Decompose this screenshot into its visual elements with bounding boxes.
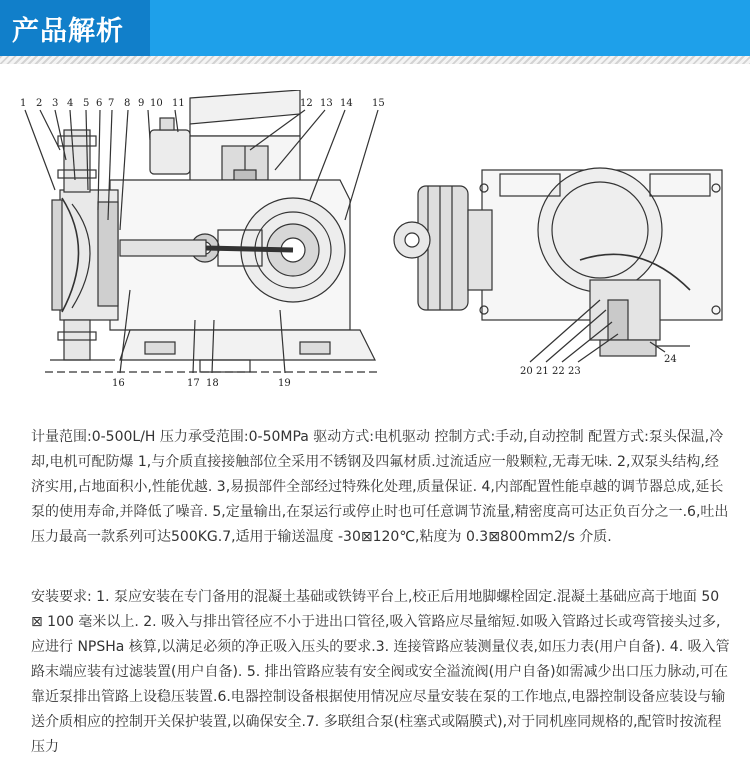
pump-technical-drawing bbox=[0, 90, 750, 400]
callout-24: 24 bbox=[664, 354, 677, 365]
callout-3: 3 bbox=[52, 98, 59, 109]
callout-11: 11 bbox=[172, 98, 185, 109]
callout-8: 8 bbox=[124, 98, 131, 109]
callout-5: 5 bbox=[83, 98, 90, 109]
callout-2: 2 bbox=[36, 98, 43, 109]
callout-6: 6 bbox=[96, 98, 103, 109]
callout-18: 18 bbox=[206, 378, 219, 389]
callout-23: 23 bbox=[568, 366, 581, 377]
callout-14: 14 bbox=[340, 98, 353, 109]
header-stripe bbox=[0, 56, 750, 64]
callout-21: 21 bbox=[536, 366, 549, 377]
section-title: 产品解析 bbox=[12, 16, 124, 47]
specs-paragraph: 计量范围:0-500L/H 压力承受范围:0-50MPa 驱动方式:电机驱动 控制方式:手动,自动控制 配置方式:泵头保温,冷却,电机可配防爆 1,与介质直接接触部位全采用不锈钢及四氟材质.过流适应一般颗粒,无毒无味. 2,双泵头结构,经济实用,占地面积小,性能优越. 3,易损部件全部经过特殊化处理,质量保证. 4,内部配置性能卓越的调节器总成,延长泵的使用寿命,并降低了噪音. 5,定量输出,在泵运行或停止时也可任意调节流量,精密度高可达正负百分之一.6,吐出压力最高一款系列可达500KG.7,适用于输送温度 -30⊠120℃,粘度为 0.3⊠800mm2/s 介质. bbox=[31, 429, 729, 545]
callout-20: 20 bbox=[520, 366, 533, 377]
callout-17: 17 bbox=[187, 378, 200, 389]
callout-9: 9 bbox=[138, 98, 145, 109]
section-header bbox=[0, 0, 750, 64]
callout-4: 4 bbox=[67, 98, 74, 109]
callout-19: 19 bbox=[278, 378, 291, 389]
callout-1: 1 bbox=[20, 98, 27, 109]
callout-12: 12 bbox=[300, 98, 313, 109]
callout-15: 15 bbox=[372, 98, 385, 109]
callout-7: 7 bbox=[108, 98, 115, 109]
callout-22: 22 bbox=[552, 366, 565, 377]
installation-paragraph: 安装要求: 1. 泵应安装在专门备用的混凝土基础或铁铸平台上,校正后用地脚螺栓固定.混凝土基础应高于地面 50 ⊠ 100 毫米以上. 2. 吸入与排出管径应不小于进出口管径,吸入管路应尽量缩短.如吸入管路过长或弯管接头过多,应进行 NPSHa 核算,以满足必须的净正吸入压头的要求.3. 连接管路应装测量仪表,如压力表(用户自备). 4. 吸入管路末端应装有过滤装置(用户自备). 5. 排出管路应装有安全阀或安全溢流阀(用户自备)如需减少出口压力脉动,可在靠近泵排出管路上设稳压装置.6.电器控制设备根据使用情况应尽量安装在泵的工作地点,电器控制设备应装设与输送介质相应的控制开关保护装置,以确保安全.7. 多联组合泵(柱塞式或隔膜式),对于同机座同规格的,配管时按流程压力 bbox=[31, 589, 730, 755]
callout-16: 16 bbox=[112, 378, 125, 389]
callout-13: 13 bbox=[320, 98, 333, 109]
callout-10: 10 bbox=[150, 98, 163, 109]
